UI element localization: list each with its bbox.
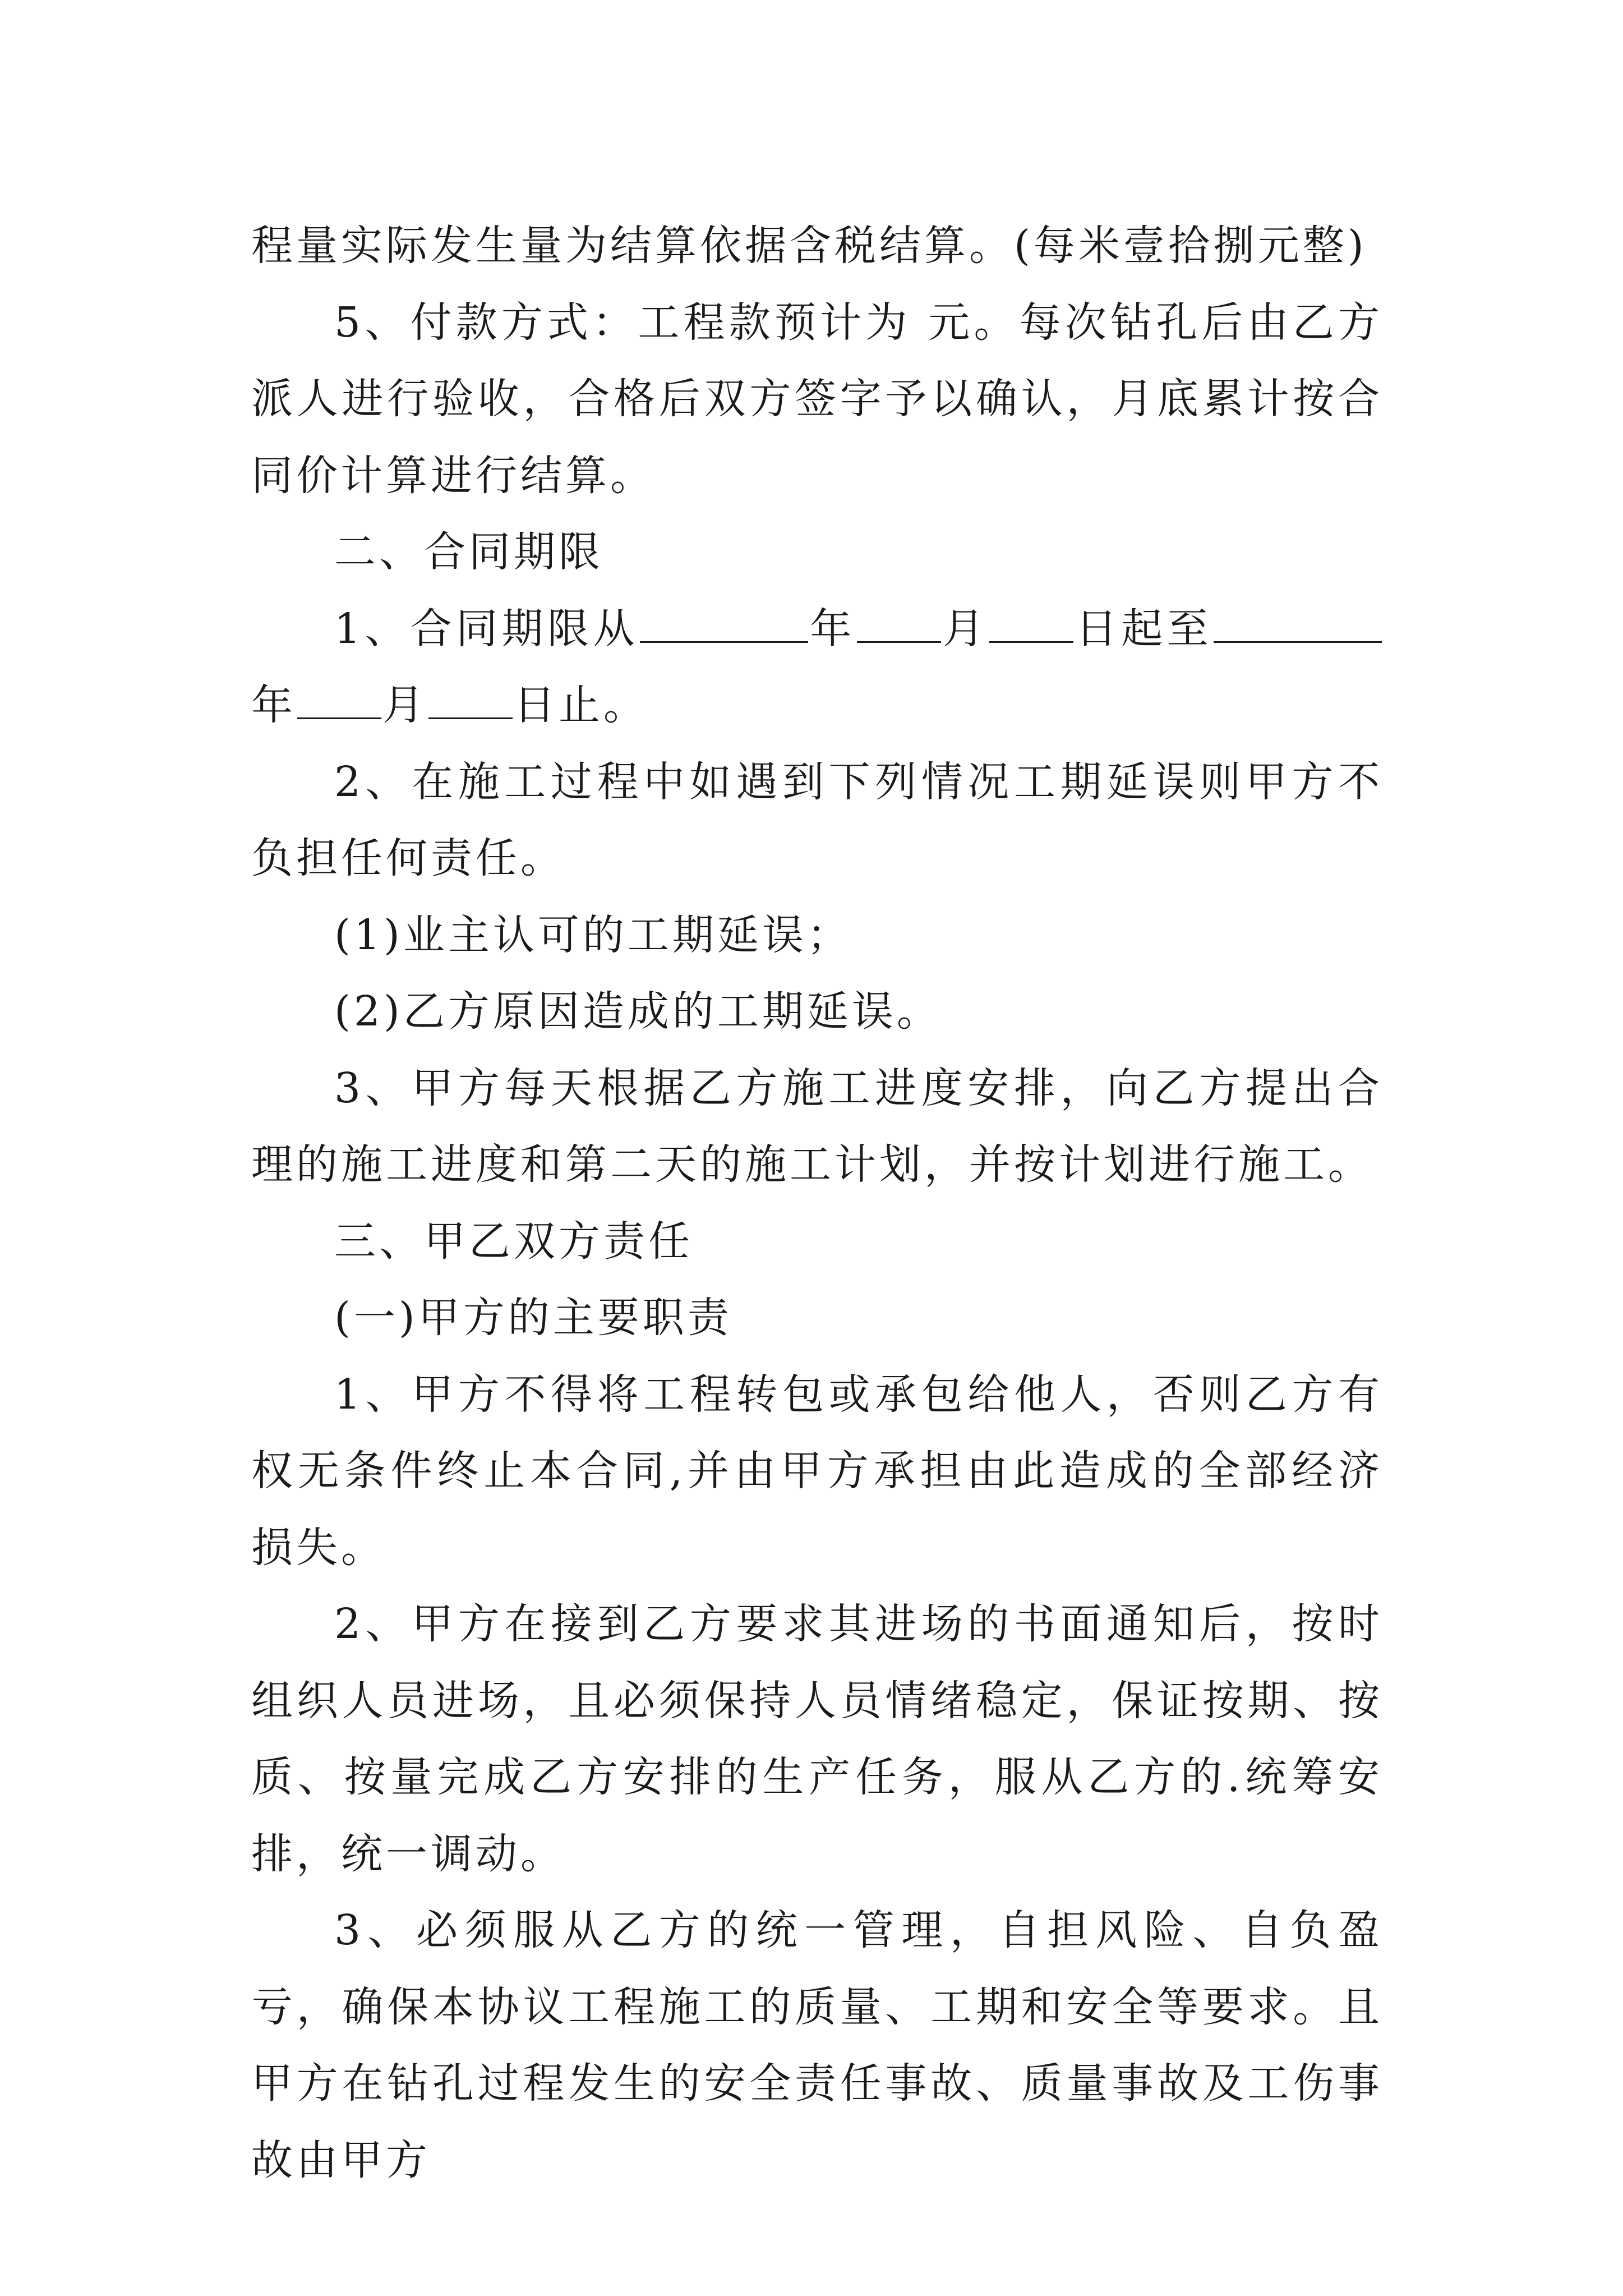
paragraph-settlement-basis: 程量实际发生量为结算依据含税结算。(每米壹拾捌元整) — [251, 222, 1367, 270]
section-heading-responsibilities: 三、甲乙双方责任 — [334, 1217, 693, 1266]
year-label: 年 — [809, 604, 856, 653]
blank-start-day — [989, 604, 1073, 643]
blank-start-year — [640, 604, 808, 643]
month-label: 月 — [942, 604, 989, 653]
blank-end-day — [428, 680, 513, 719]
paragraph-contract-period — [251, 591, 1383, 744]
list-item-owner-approved-delay: (1)业主认可的工期延误； — [334, 910, 852, 959]
list-item-party-b-delay: (2)乙方原因造成的工期延误。 — [334, 987, 942, 1036]
paragraph-daily-schedule: 3、甲方每天根据乙方施工进度安排，向乙方提出合理的施工进度和第二天的施工计划，并按计划进行施工。 — [251, 1064, 1383, 1189]
blank-end-month — [297, 680, 381, 719]
blank-start-month — [857, 604, 941, 643]
document-body — [251, 208, 1383, 2198]
month-label-end: 月 — [382, 681, 427, 729]
section-heading-contract-term: 二、合同期限 — [334, 528, 603, 576]
subheading-party-a-duties: (一)甲方的主要职责 — [334, 1294, 732, 1342]
paragraph-delay-exemption: 2、在施工过程中如遇到下列情况工期延误则甲方不负担任何责任。 — [251, 757, 1383, 882]
paragraph-entry-notice: 2、甲方在接到乙方要求其进场的书面通知后，按时组织人员进场，且必须保持人员情绪稳定，保证按期、按质、按量完成乙方安排的生产任务，服从乙方的.统筹安排，统一调动。 — [251, 1600, 1383, 1878]
day-to-label: 日起至 — [1075, 604, 1213, 653]
contract-period-from-label: 1、合同期限从 — [334, 604, 639, 653]
paragraph-unified-management: 3、必须服从乙方的统一管理，自担风险、自负盈亏，确保本协议工程施工的质量、工期和安全等要求。且甲方在钻孔过程发生的安全责任事故、质量事故及工伤事故由甲方 — [251, 1906, 1383, 2184]
blank-end-year — [1214, 604, 1382, 643]
day-end-label: 日止。 — [514, 681, 648, 729]
paragraph-payment-method: 5、付款方式：工程款预计为 元。每次钻孔后由乙方派人进行验收，合格后双方签字予以确认，月底累计按合同价计算进行结算。 — [251, 298, 1383, 500]
paragraph-no-subcontract: 1、甲方不得将工程转包或承包给他人，否则乙方有权无条件终止本合同,并由甲方承担由此造成的全部经济损失。 — [251, 1370, 1383, 1572]
year-label-end: 年 — [251, 681, 296, 729]
